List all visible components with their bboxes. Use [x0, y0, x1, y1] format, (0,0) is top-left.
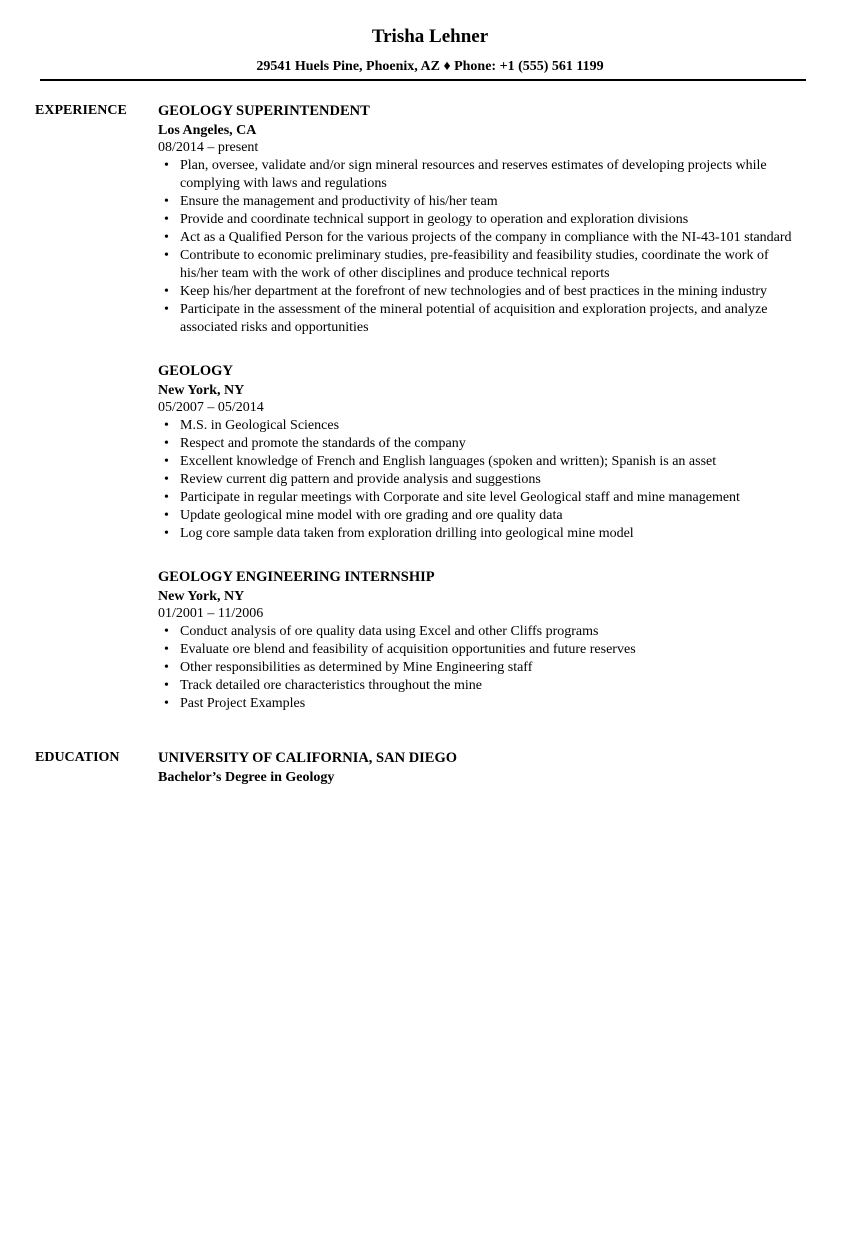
- duty-text: Participate in regular meetings with Corporate and site level Geological staff and mine management: [180, 490, 740, 505]
- experience-label: EXPERIENCE: [35, 103, 127, 118]
- duty-text: Keep his/her department at the forefront of new technologies and of best practices in the mining industry: [180, 284, 768, 299]
- duty-text: Act as a Qualified Person for the various projects of the company in compliance with the NI-43-101 standard: [180, 230, 792, 245]
- duty-list: [158, 623, 810, 713]
- job-entry: [158, 102, 810, 337]
- experience-body: [158, 102, 810, 713]
- job-dates: 01/2001 – 11/2006: [158, 606, 264, 621]
- bullet-icon: •: [164, 624, 169, 639]
- duty-text: Other responsibilities as determined by Mine Engineering staff: [180, 660, 533, 675]
- bullet-icon: •: [164, 230, 169, 245]
- bullet-icon: •: [164, 436, 169, 451]
- contact-line: 29541 Huels Pine, Phoenix, AZ ♦ Phone: +1 (555) 561 1199: [256, 59, 604, 74]
- duty-item: [158, 641, 810, 659]
- bullet-icon: •: [164, 696, 169, 711]
- education-label: EDUCATION: [35, 750, 120, 765]
- duty-item: [158, 301, 810, 337]
- duty-item: [158, 229, 810, 247]
- duty-item: [158, 677, 810, 695]
- job-location: New York, NY: [158, 589, 245, 604]
- job-entry: [158, 362, 810, 543]
- candidate-name: Trisha Lehner: [371, 26, 489, 47]
- duty-text: Ensure the management and productivity of his/her team: [180, 194, 498, 209]
- bullet-icon: •: [164, 472, 169, 487]
- resume-header: [0, 0, 860, 76]
- duty-list: [158, 157, 810, 337]
- education-section: [35, 749, 810, 787]
- school-name: UNIVERSITY OF CALIFORNIA, SAN DIEGO: [158, 750, 458, 766]
- duty-text: Respect and promote the standards of the company: [180, 436, 466, 451]
- duty-text: Contribute to economic preliminary studies, pre-feasibility and feasibility studies, coordinate the work of his/her team with the work of other disciplines and produce technical reports: [180, 248, 769, 281]
- bullet-icon: •: [164, 660, 169, 675]
- duty-item: [158, 507, 810, 525]
- job-title: GEOLOGY ENGINEERING INTERNSHIP: [158, 569, 435, 585]
- duty-item: [158, 471, 810, 489]
- duty-item: [158, 623, 810, 641]
- bullet-icon: •: [164, 642, 169, 657]
- bullet-icon: •: [164, 490, 169, 505]
- duty-item: [158, 417, 810, 435]
- duty-text: Past Project Examples: [180, 696, 306, 711]
- duty-item: [158, 193, 810, 211]
- education-body: [158, 749, 810, 787]
- job-dates: 05/2007 – 05/2014: [158, 400, 264, 415]
- duty-item: [158, 453, 810, 471]
- degree-name: Bachelor’s Degree in Geology: [158, 770, 335, 785]
- bullet-icon: •: [164, 158, 169, 173]
- bullet-icon: •: [164, 284, 169, 299]
- duty-item: [158, 435, 810, 453]
- job-dates: 08/2014 – present: [158, 140, 259, 155]
- duty-item: [158, 157, 810, 193]
- duty-item: [158, 489, 810, 507]
- duty-item: [158, 247, 810, 283]
- duty-text: Review current dig pattern and provide analysis and suggestions: [180, 472, 541, 487]
- bullet-icon: •: [164, 526, 169, 541]
- header-divider: [40, 79, 806, 81]
- duty-text: Plan, oversee, validate and/or sign mineral resources and reserves estimates of developing projects while complying with laws and regulations: [180, 158, 767, 191]
- job-title: GEOLOGY SUPERINTENDENT: [158, 103, 370, 119]
- duty-text: Conduct analysis of ore quality data using Excel and other Cliffs programs: [180, 624, 599, 639]
- duty-text: Update geological mine model with ore grading and ore quality data: [180, 508, 563, 523]
- duty-item: [158, 695, 810, 713]
- duty-text: Provide and coordinate technical support in geology to operation and exploration divisions: [180, 212, 689, 227]
- bullet-icon: •: [164, 418, 169, 433]
- duty-text: Excellent knowledge of French and English languages (spoken and written); Spanish is an asset: [180, 454, 717, 469]
- duty-text: M.S. in Geological Sciences: [180, 418, 340, 433]
- bullet-icon: •: [164, 302, 169, 317]
- duty-item: [158, 211, 810, 229]
- bullet-icon: •: [164, 212, 169, 227]
- bullet-icon: •: [164, 454, 169, 469]
- job-location: Los Angeles, CA: [158, 123, 257, 138]
- duty-item: [158, 659, 810, 677]
- duty-text: Evaluate ore blend and feasibility of acquisition opportunities and future reserves: [180, 642, 636, 657]
- duty-list: [158, 417, 810, 543]
- duty-text: Track detailed ore characteristics throughout the mine: [180, 678, 482, 693]
- job-entry: [158, 568, 810, 713]
- bullet-icon: •: [164, 678, 169, 693]
- bullet-icon: •: [164, 194, 169, 209]
- duty-item: [158, 283, 810, 301]
- duty-text: Participate in the assessment of the mineral potential of acquisition and exploration projects, and analyze associated risks and opportunities: [180, 302, 768, 335]
- duty-item: [158, 525, 810, 543]
- bullet-icon: •: [164, 508, 169, 523]
- job-location: New York, NY: [158, 383, 245, 398]
- bullet-icon: •: [164, 248, 169, 263]
- duty-text: Log core sample data taken from exploration drilling into geological mine model: [180, 526, 634, 541]
- experience-section: [35, 102, 810, 713]
- job-title: GEOLOGY: [158, 363, 233, 379]
